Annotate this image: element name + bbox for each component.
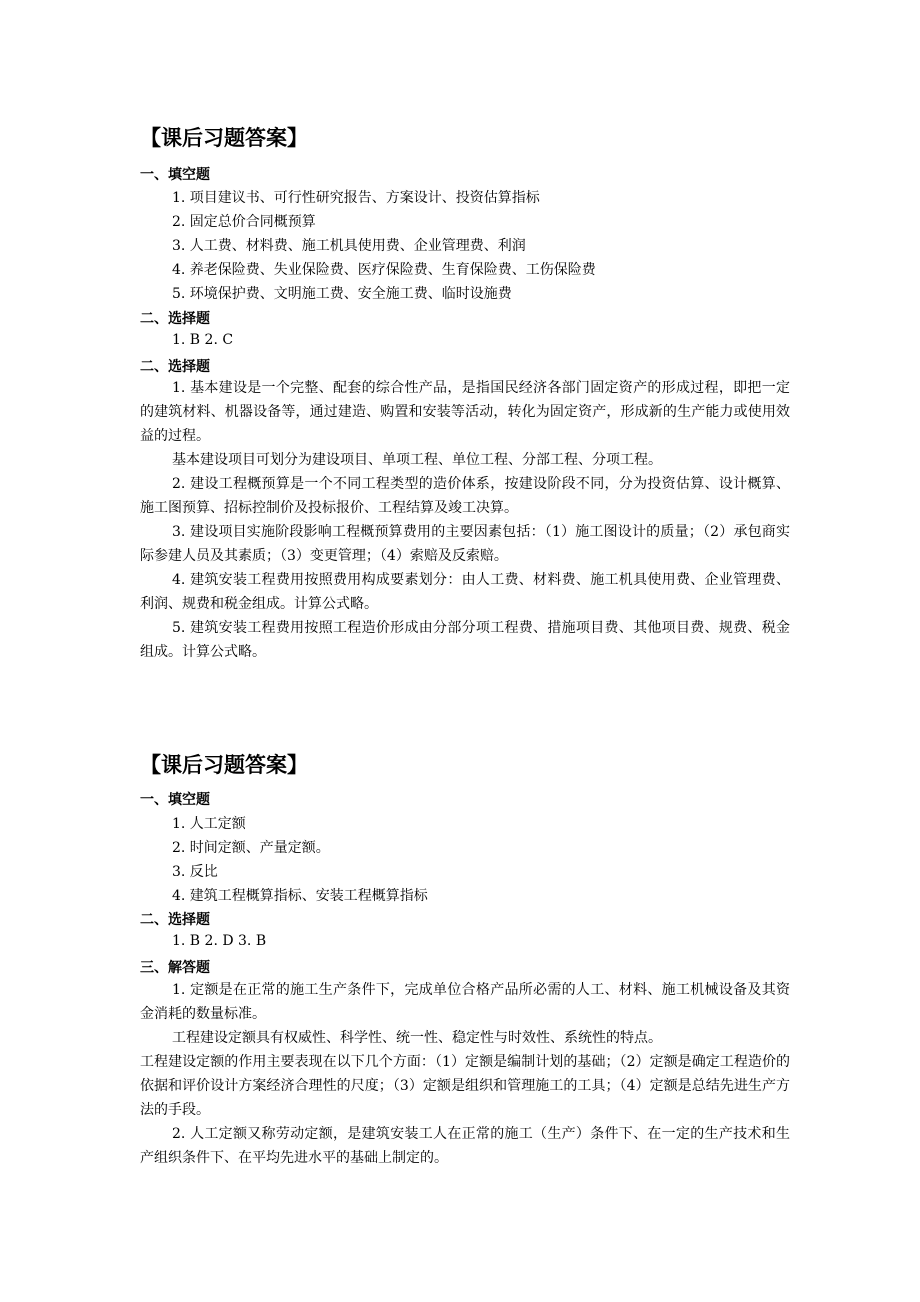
answer-paragraph: 1. 定额是在正常的施工生产条件下，完成单位合格产品所必需的人工、材料、施工机械设备及其资金消耗的数量标准。 [140, 982, 790, 1022]
answer-paragraph: 3. 建设项目实施阶段影响工程概预算费用的主要因素包括：（1）施工图设计的质量；（2）承包商实际参建人员及其素质；（3）变更管理；（4）索赔及反索赔。 [140, 524, 790, 564]
fill-item: 2. 时间定额、产量定额。 [172, 840, 330, 856]
fill-item: 4. 养老保险费、失业保险费、医疗保险费、生育保险费、工伤保险费 [172, 262, 596, 278]
answer-paragraph: 2. 人工定额又称劳动定额，是建筑安装工人在正常的施工（生产）条件下、在一定的生产技术和生产组织条件下、在平均先进水平的基础上制定的。 [140, 1126, 790, 1166]
fill-item: 5. 环境保护费、文明施工费、安全施工费、临时设施费 [172, 286, 512, 302]
fill-item: 1. 项目建议书、可行性研究报告、方案设计、投资估算指标 [172, 190, 540, 206]
fill-item: 2. 固定总价合同概预算 [172, 214, 316, 230]
choice-answers: 1. B 2. C [172, 332, 234, 348]
fill-in-heading: 一、填空题 [140, 792, 210, 808]
fill-item: 3. 人工费、材料费、施工机具使用费、企业管理费、利润 [172, 238, 526, 254]
fill-item: 3. 反比 [172, 864, 218, 880]
answer-paragraph: 5. 建筑安装工程费用按照工程造价形成由分部分项工程费、措施项目费、其他项目费、规费、税金组成。计算公式略。 [140, 620, 790, 660]
section-title: 【课后习题答案】 [140, 752, 308, 777]
fill-item: 1. 人工定额 [172, 816, 246, 832]
answer-paragraph: 4. 建筑安装工程费用按照费用构成要素划分：由人工费、材料费、施工机具使用费、企业管理费、利润、规费和税金组成。计算公式略。 [140, 572, 790, 612]
fill-item: 4. 建筑工程概算指标、安装工程概算指标 [172, 888, 428, 904]
answer-heading: 三、解答题 [140, 960, 210, 976]
answer-paragraph: 工程建设定额的作用主要表现在以下几个方面：（1）定额是编制计划的基础；（2）定额是确定工程造价的依据和评价设计方案经济合理性的尺度；（3）定额是组织和管理施工的工具；（4）定额是总结先进生产方法的手段。 [140, 1054, 790, 1118]
choice-heading: 二、选择题 [140, 912, 210, 928]
fill-in-heading: 一、填空题 [140, 167, 210, 183]
answer-paragraph: 1. 基本建设是一个完整、配套的综合性产品，是指国民经济各部门固定资产的形成过程，即把一定的建筑材料、机器设备等，通过建造、购置和安装等活动，转化为固定资产，形成新的生产能力或使用效益的过程。 [140, 380, 790, 444]
answer-paragraph: 工程建设定额具有权威性、科学性、统一性、稳定性与时效性、系统性的特点。 [172, 1030, 662, 1046]
answer-paragraph: 基本建设项目可划分为建设项目、单项工程、单位工程、分部工程、分项工程。 [172, 452, 662, 468]
choice-answers: 1. B 2. D 3. B [172, 933, 267, 949]
answer-paragraph: 2. 建设工程概预算是一个不同工程类型的造价体系，按建设阶段不同，分为投资估算、设计概算、施工图预算、招标控制价及投标报价、工程结算及竣工决算。 [140, 476, 790, 516]
section-title: 【课后习题答案】 [140, 125, 308, 150]
answer-heading: 二、选择题 [140, 359, 210, 375]
choice-heading: 二、选择题 [140, 311, 210, 327]
